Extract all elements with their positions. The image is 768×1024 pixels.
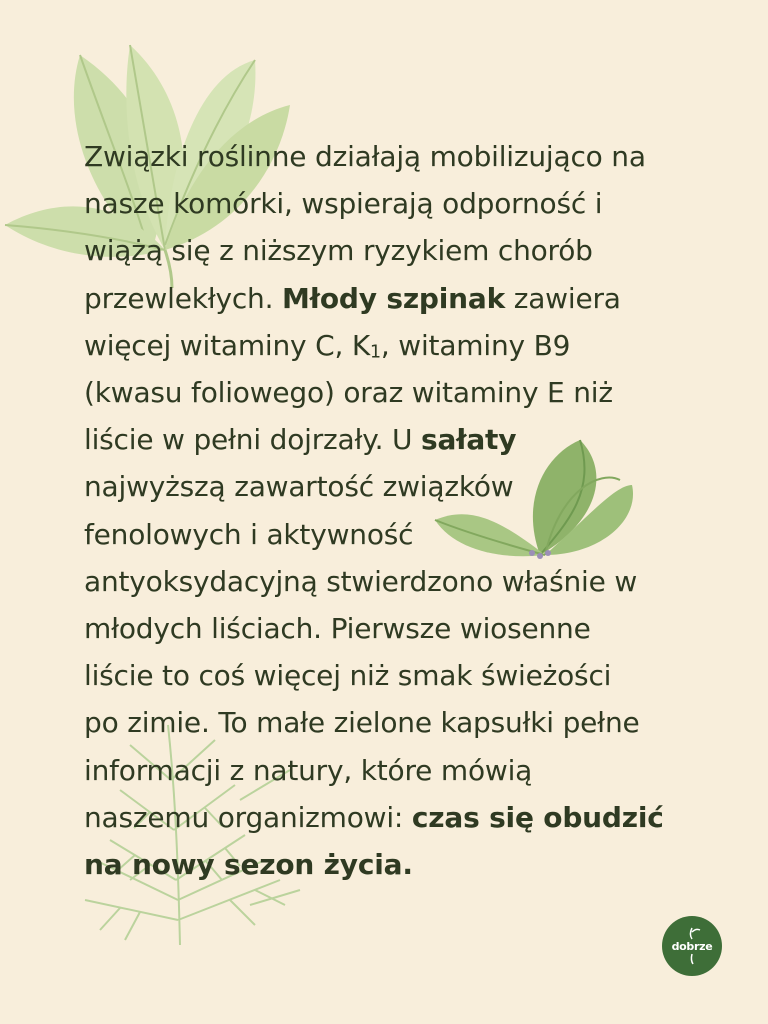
text-line: młodych liściach. Pierwsze wiosenne bbox=[84, 612, 591, 646]
highlight-mlody-szpinak: Młody szpinak bbox=[282, 281, 506, 315]
text-fragment: naszemu organizmowi: bbox=[84, 800, 404, 834]
dobrze-logo bbox=[662, 916, 722, 976]
text-line: wiążą się z niższym ryzykiem chorób bbox=[84, 234, 593, 268]
text-fragment: liście w pełni dojrzały. U bbox=[84, 423, 413, 457]
text-fragment: więcej witaminy C, K bbox=[84, 328, 371, 362]
text-line: liście to coś więcej niż smak świeżości bbox=[84, 659, 612, 693]
text-line: Związki roślinne działają mobilizująco na bbox=[84, 140, 646, 173]
highlight-czas-sie-obudzic: czas się obudzić bbox=[411, 800, 664, 834]
text-line: nasze komórki, wspierają odporność i bbox=[84, 187, 603, 221]
text-line: informacji z natury, które mówią bbox=[84, 753, 533, 787]
highlight-salaty: sałaty bbox=[421, 423, 517, 457]
article-paragraph bbox=[84, 133, 724, 888]
logo-wordmark: dobrze bbox=[671, 940, 713, 953]
text-line bbox=[84, 322, 724, 369]
text-line: antyoksydacyjną stwierdzono właśnie w bbox=[84, 564, 638, 598]
text-fragment: zawiera bbox=[513, 281, 621, 315]
text-line bbox=[84, 416, 724, 463]
highlight-nowy-sezon: na nowy sezon życia. bbox=[84, 848, 413, 882]
text-fragment: , witaminy B9 bbox=[380, 328, 571, 362]
text-line: najwyższą zawartość związków bbox=[84, 470, 514, 504]
text-line: (kwasu foliowego) oraz witaminy E niż bbox=[84, 376, 613, 410]
text-line bbox=[84, 275, 724, 322]
subscript-1: 1 bbox=[370, 342, 381, 363]
text-line: po zimie. To małe zielone kapsułki pełne bbox=[84, 706, 640, 740]
text-line bbox=[84, 794, 724, 841]
text-fragment: przewlekłych. bbox=[84, 281, 274, 315]
text-line: fenolowych i aktywność bbox=[84, 517, 414, 551]
